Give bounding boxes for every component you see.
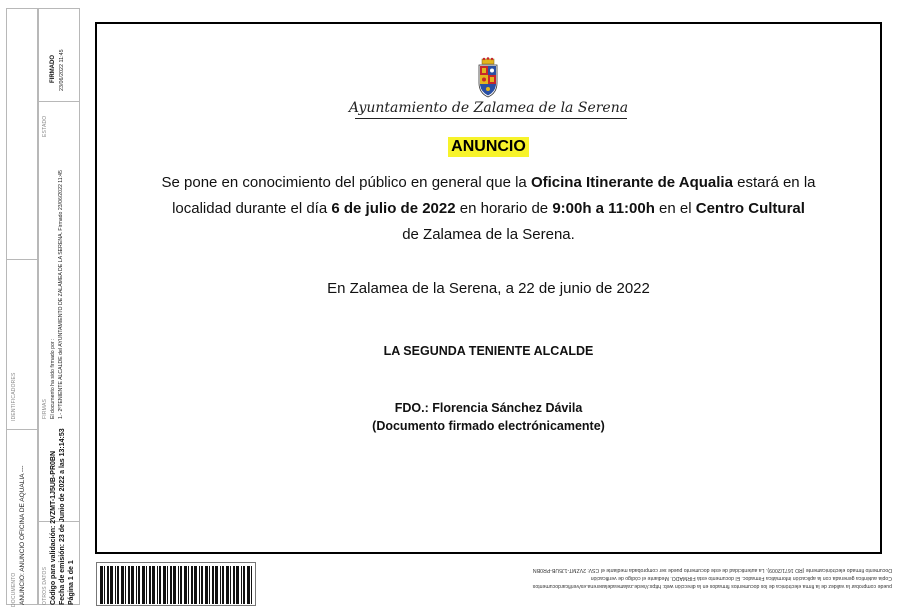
body-text-segment: en horario de bbox=[455, 200, 553, 217]
footer-line: puede comprobar la validez de la firma electrónica de los documentos firmados en la dirección web: https://sede.zalameadelaserena.es/verificardocumentos bbox=[532, 583, 892, 589]
barcode-bar bbox=[209, 566, 210, 604]
barcode-image bbox=[96, 562, 256, 606]
barcode-bar bbox=[220, 566, 221, 604]
barcode-bar bbox=[205, 566, 208, 604]
barcode-bar bbox=[199, 566, 200, 604]
sidebar-divider bbox=[7, 259, 37, 260]
sidebar-column-validation bbox=[38, 8, 80, 605]
barcode-bar bbox=[236, 566, 239, 604]
barcode-bar bbox=[184, 566, 187, 604]
barcode-bar bbox=[170, 566, 172, 604]
town-underline bbox=[355, 118, 627, 119]
barcode-bar bbox=[131, 566, 134, 604]
barcode-bar bbox=[146, 566, 147, 604]
signer-name: FDO.: Florencia Sánchez Dávila bbox=[394, 401, 583, 415]
barcode-bar bbox=[215, 566, 218, 604]
barcode-bar bbox=[163, 566, 166, 604]
barcode-bar bbox=[194, 566, 197, 604]
event-venue: Centro Cultural bbox=[695, 200, 805, 217]
barcode-bar bbox=[115, 566, 116, 604]
barcode-bar bbox=[173, 566, 176, 604]
announcement-body bbox=[137, 170, 840, 248]
body-text-segment: Se pone en conocimiento del público en general que la bbox=[161, 174, 531, 191]
footer-line: Documento firmado electrónicamente (RD 1671/2009). La autenticidad de este documento puede ser comprobada mediante el CSV: 2VZMT-1J5UB-PR0BN bbox=[532, 567, 892, 573]
barcode-bar bbox=[125, 566, 126, 604]
barcode-bar bbox=[180, 566, 182, 604]
otros-datos-label: OTROS DATOS bbox=[42, 566, 48, 605]
barcode-bar bbox=[152, 566, 155, 604]
barcode-bar bbox=[188, 566, 189, 604]
barcode-bar bbox=[230, 566, 231, 604]
barcode-bar bbox=[212, 566, 214, 604]
footer-line: Copia auténtica generada con la aplicación informática Firmadoc. El documento está FIRMADO. Mediante el código de verificación bbox=[590, 575, 892, 581]
barcode-bar bbox=[157, 566, 158, 604]
barcode-bar bbox=[142, 566, 145, 604]
barcode-bar bbox=[178, 566, 179, 604]
barcode-bar bbox=[251, 566, 252, 604]
barcode-bar bbox=[247, 566, 250, 604]
barcode-bar bbox=[136, 566, 137, 604]
emission-date: Fecha de emisión: 23 de Junio de 2022 a las 13:14:53 bbox=[59, 428, 66, 605]
event-date: 6 de julio de 2022 bbox=[331, 200, 456, 217]
body-text-segment: estará en la localidad durante el día bbox=[172, 174, 816, 217]
title-container bbox=[97, 136, 880, 157]
barcode-bar bbox=[149, 566, 151, 604]
barcode-bar bbox=[117, 566, 119, 604]
event-hours: 9:00h a 11:00h bbox=[552, 200, 655, 217]
estado-value: FIRMADO bbox=[50, 55, 56, 83]
sidebar-column-document bbox=[6, 8, 38, 605]
estado-date: 23/06/2022 11:45 bbox=[59, 49, 65, 91]
barcode-bar bbox=[241, 566, 242, 604]
barcode-bar bbox=[121, 566, 124, 604]
barcode-bar bbox=[222, 566, 224, 604]
identificadores-label: IDENTIFICADORES bbox=[11, 372, 17, 421]
place-and-date: En Zalamea de la Serena, a 22 de junio de 2022 bbox=[327, 280, 650, 297]
barcode-bar bbox=[138, 566, 140, 604]
barcode-bar bbox=[191, 566, 193, 604]
electronic-signature-note: (Documento firmado electrónicamente) bbox=[372, 419, 605, 433]
barcode-bar bbox=[104, 566, 105, 604]
documento-label: DOCUMENTO bbox=[11, 572, 17, 607]
barcode-bar bbox=[159, 566, 161, 604]
barcode-bar bbox=[233, 566, 235, 604]
signature-metadata-sidebar bbox=[0, 0, 90, 613]
page-count: Página 1 de 1 bbox=[68, 560, 75, 605]
barcode-bar bbox=[100, 566, 103, 604]
document-title: ANUNCIO bbox=[448, 137, 529, 157]
firmas-label: FIRMAS bbox=[42, 398, 48, 419]
firmas-line-1: El documento ha sido firmado por : bbox=[50, 338, 56, 419]
body-text-segment: en el bbox=[654, 200, 696, 217]
documento-value: ANUNCIO: ANUNCIO OFICINA DE AQUALIA --- bbox=[19, 465, 26, 605]
signer-role: LA SEGUNDA TENIENTE ALCALDE bbox=[383, 344, 594, 358]
barcode-bar bbox=[110, 566, 113, 604]
coat-of-arms-icon bbox=[476, 57, 500, 101]
sidebar-divider bbox=[7, 429, 37, 430]
body-text-segment: de Zalamea de la Serena. bbox=[402, 226, 575, 243]
barcode-bar bbox=[226, 566, 229, 604]
estado-label: ESTADO bbox=[42, 115, 48, 137]
barcode-bars bbox=[97, 563, 256, 606]
validation-code: Código para validación: 2VZMT-1J5UB-PR0BN bbox=[50, 450, 57, 605]
barcode-bar bbox=[201, 566, 203, 604]
barcode-bar bbox=[243, 566, 245, 604]
office-name: Oficina Itinerante de Aqualia bbox=[530, 174, 733, 191]
town-hall-name: Ayuntamiento de Zalamea de la Serena bbox=[348, 100, 629, 116]
barcode-bar bbox=[167, 566, 168, 604]
announcement-document bbox=[95, 22, 882, 554]
firmas-line-2: 1.- 2ºTENIENTE ALCALDE del AYUNTAMIENTO DE ZALAMEA DE LA SERENA. Firmado 23/06/2022 11:45 bbox=[58, 170, 64, 419]
barcode-bar bbox=[128, 566, 130, 604]
sidebar-divider bbox=[39, 101, 79, 102]
barcode-bar bbox=[107, 566, 109, 604]
verification-footer bbox=[262, 566, 892, 590]
